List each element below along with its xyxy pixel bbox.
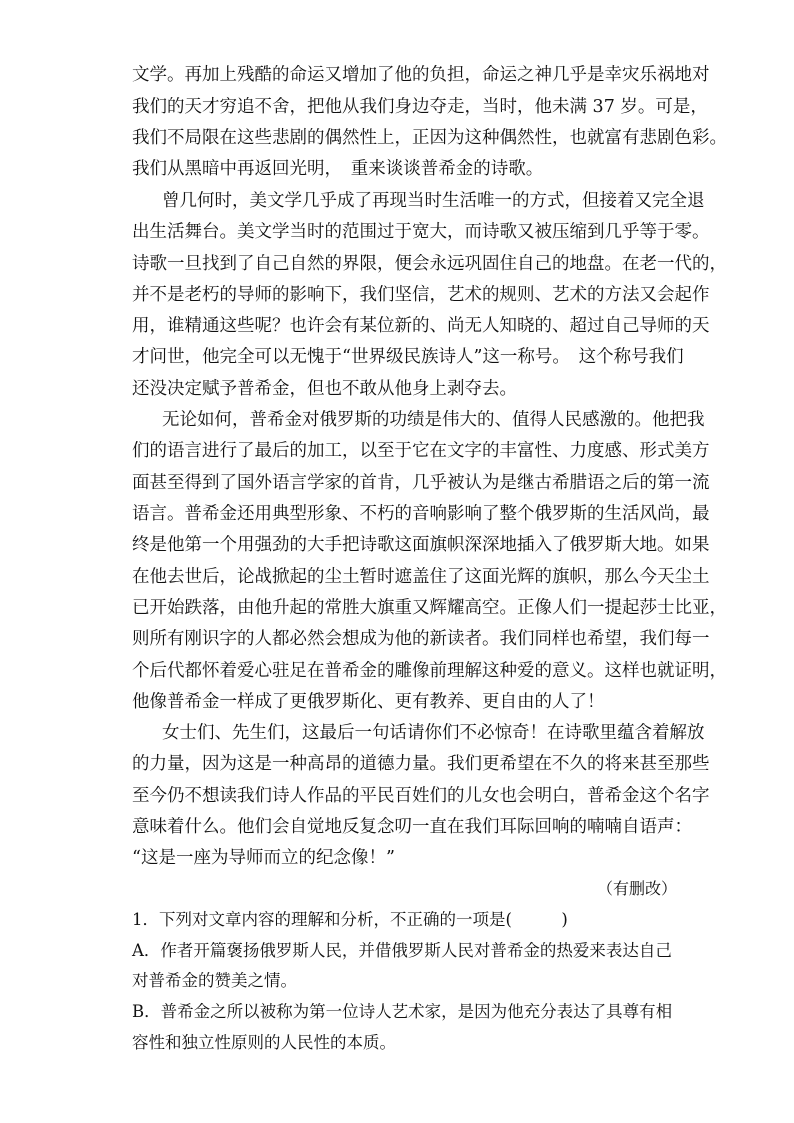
passage-line: 则所有刚识字的人都必然会想成为他的新读者。我们同样也希望，我们每一 — [132, 629, 710, 649]
quoted-closing-line: “这是一座为导师而立的纪念像！” — [132, 848, 395, 868]
passage-line: 在他去世后，论战掀起的尘土暂时遮盖住了这面光辉的旗帜，那么今天尘土 — [132, 567, 710, 587]
option-a-line: A．作者开篇褒扬俄罗斯人民，并借俄罗斯人民对普希金的热爱来表达自己 — [132, 941, 672, 960]
passage-line: 面甚至得到了国外语言学家的首肯，几乎被认为是继古希腊语之后的第一流 — [132, 473, 710, 493]
passage-line: 已开始跌落，由他升起的常胜大旗重又辉耀高空。正像人们一提起莎士比亚， — [132, 598, 727, 618]
paragraph-first-line: 无论如何，普希金对俄罗斯的功绩是伟大的、值得人民感激的。他把我 — [162, 410, 705, 430]
passage-line: 文学。再加上残酷的命运又增加了他的负担，命运之神几乎是幸灾乐祸地对 — [132, 65, 710, 85]
passage-line: 们的语言进行了最后的加工，以至于它在文字的丰富性、力度感、形式美方 — [132, 441, 710, 461]
passage-line: 我们从黑暗中再返回光明， 重来谈谈普希金的诗歌。 — [132, 159, 544, 179]
passage-line: 我们的天才穷追不舍，把他从我们身边夺走，当时，他未满 37 岁。可是， — [132, 97, 708, 117]
option-a-line: 对普希金的赞美之情。 — [132, 971, 297, 990]
paragraph-first-line: 女士们、先生们，这最后一句话请你们不必惊奇！在诗歌里蕴含着解放 — [162, 723, 705, 743]
passage-line: 诗歌一旦找到了自己自然的界限，便会永远巩固住自己的地盘。在老一代的， — [132, 254, 727, 274]
paragraph-first-line: 曾几何时，美文学几乎成了再现当时生活唯一的方式，但接着又完全退 — [162, 191, 705, 211]
option-b-line: 容性和独立性原则的人民性的本质。 — [132, 1033, 396, 1052]
passage-line: 我们不局限在这些悲剧的偶然性上，正因为这种偶然性，也就富有悲剧色彩。 — [132, 128, 727, 148]
passage-line: 的力量，因为这是一种高昂的道德力量。我们更希望在不久的将来甚至那些 — [132, 754, 710, 774]
passage-line: 出生活舞台。美文学当时的范围过于宽大，而诗歌又被压缩到几乎等于零。 — [132, 222, 710, 242]
passage-line: 个后代都怀着爱心驻足在普希金的雕像前理解这种爱的意义。这样也就证明， — [132, 661, 727, 681]
question-stem: 1．下列对文章内容的理解和分析，不正确的一项是( ) — [132, 910, 568, 929]
passage-line: 语言。普希金还用典型形象、不朽的音响影响了整个俄罗斯的生活风尚，最 — [132, 504, 710, 524]
passage-line: 他像普希金一样成了更俄罗斯化、更有教养、更自由的人了！ — [132, 692, 605, 712]
passage-line: 终是他第一个用强劲的大手把诗歌这面旗帜深深地插入了俄罗斯大地。如果 — [132, 535, 710, 555]
passage-line: 意味着什么。他们会自觉地反复念叨一直在我们耳际回响的喃喃自语声： — [132, 817, 692, 837]
passage-line: 并不是老朽的导师的影响下，我们坚信，艺术的规则、艺术的方法又会起作 — [132, 285, 710, 305]
passage-line: 还没决定赋予普希金，但也不敢从他身上剥夺去。 — [132, 379, 517, 399]
passage-line: 用，谁精通这些呢？也许会有某位新的、尚无人知晓的、超过自己导师的天 — [132, 316, 710, 336]
source-note: （有删改） — [597, 879, 678, 898]
passage-line: 才问世，他完全可以无愧于“世界级民族诗人”这一称号。 这个称号我们 — [132, 347, 684, 367]
passage-line: 至今仍不想读我们诗人作品的平民百姓们的儿女也会明白，普希金这个名字 — [132, 786, 710, 806]
option-b-line: B．普希金之所以被称为第一位诗人艺术家，是因为他充分表达了具尊有相 — [132, 1002, 673, 1021]
